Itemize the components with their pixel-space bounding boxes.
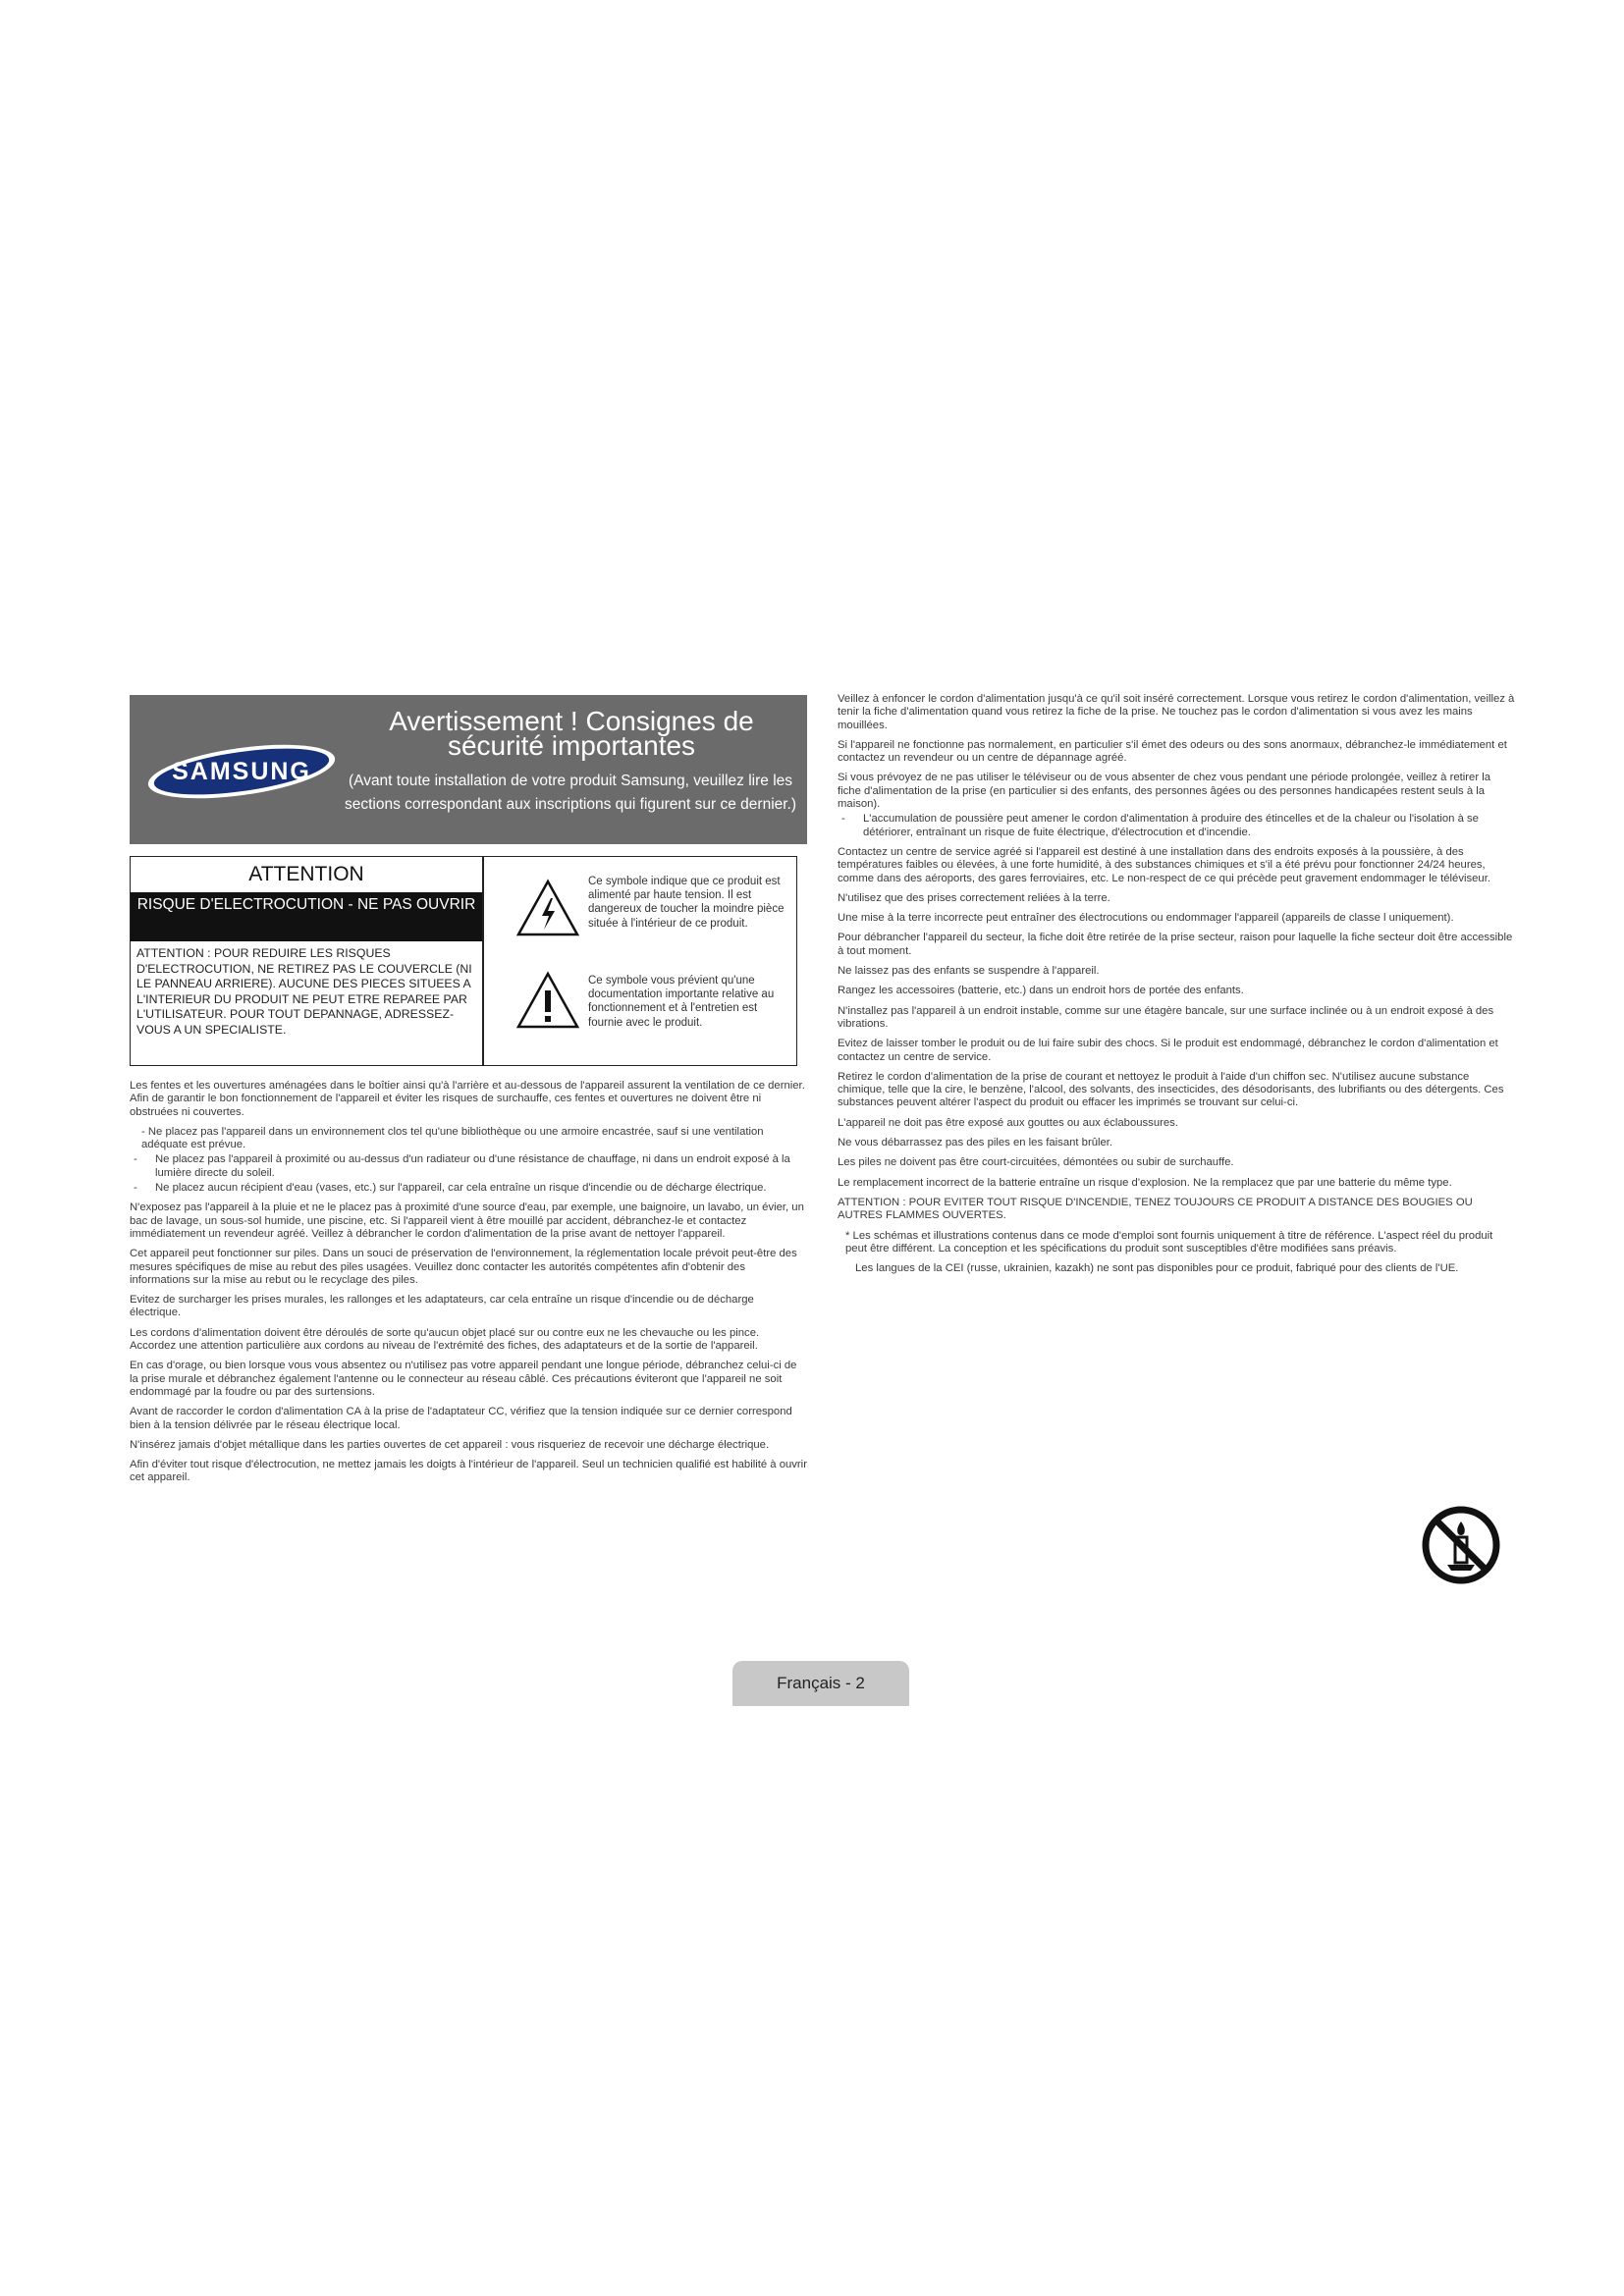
list-dash: - <box>841 813 845 826</box>
attention-box <box>130 856 483 1066</box>
banner-title-line1: Avertissement ! Consignes de <box>389 706 754 736</box>
paragraph: Rangez les accessoires (batterie, etc.) dans un endroit hors de portée des enfants. <box>838 985 1244 997</box>
left-column <box>130 1080 807 1492</box>
paragraph: Afin d'éviter tout risque d'électrocution, ne mettez jamais les doigts à l'intérieur de l'appareil. Seul un technicien qualifié est habilité à ouvrir cet appareil. <box>130 1459 807 1484</box>
banner-subtitle: (Avant toute installation de votre produit Samsung, veuillez lire les sections correspondant aux inscriptions qui figurent sur ce dernier.) <box>344 773 797 813</box>
attention-title: ATTENTION <box>248 863 364 885</box>
exclamation-symbol-text: Ce symbole vous prévient qu'une documentation importante relative au fonctionnement et à l'entretien est fournie avec le produit. <box>588 975 775 1029</box>
paragraph: Les piles ne doivent pas être court-circuitées, démontées ou subir de surchauffe. <box>838 1156 1234 1169</box>
list-item-text: Ne placez aucun récipient d'eau (vases, etc.) sur l'appareil, car cela entraîne un risque d'incendie ou de décharge électrique. <box>155 1182 767 1195</box>
paragraph: Evitez de surcharger les prises murales, les rallonges et les adaptateurs, car cela entraîne un risque d'incendie ou de décharge électrique. <box>130 1294 754 1319</box>
list-dash: - <box>134 1182 137 1195</box>
list-item <box>838 813 1515 839</box>
warning-banner <box>130 695 807 844</box>
paragraph: ATTENTION : POUR EVITER TOUT RISQUE D'INCENDIE, TENEZ TOUJOURS CE PRODUIT A DISTANCE DES BOUGIES OU AUTRES FLAMMES OUVERTES. <box>838 1196 1473 1222</box>
paragraph: Le remplacement incorrect de la batterie entraîne un risque d'explosion. Ne la remplacez que par une batterie du même type. <box>838 1176 1452 1189</box>
paragraph: Retirez le cordon d'alimentation de la prise de courant et nettoyez le produit à l'aide d'un chiffon sec. N'utilisez aucune substance chimique, telle que la cire, le benzène, l'alcool, des solvants, des insecticides, des désodorisants, des lubrifiants ou des détergents. Ces substances peuvent altérer l'aspect du produit ou effacer les imprimés se trouvant sur celui-ci. <box>838 1070 1504 1109</box>
paragraph: Cet appareil peut fonctionner sur piles. Dans un souci de préservation de l'environnement, la réglementation locale prévoit peut-être des mesures spécifiques de mise au rebut des piles usagées. Veuillez donc contacter les autorités compétentes afin d'obtenir des informations sur la mise au rebut ou le recyclage des piles. <box>130 1248 797 1286</box>
paragraph: Si l'appareil ne fonctionne pas normalement, en particulier s'il émet des odeurs ou des sons anormaux, débranchez-le immédiatement et contactez un revendeur ou un centre de dépannage agréé. <box>838 738 1507 765</box>
page-number-tab: Français - 2 <box>732 1661 909 1706</box>
paragraph: Ne laissez pas des enfants se suspendre à l'appareil. <box>838 965 1100 978</box>
paragraph: Contactez un centre de service agréé si l'appareil est destiné à une installation dans des endroits exposés à la poussière, à des températures faibles ou élevées, à une forte humidité, à des substances chimiques et s'il a été prévu pour fonctionner 24/24 heures, comme dans des aéroports, des gares ferroviaires, etc. Le non-respect de ce qui précède peut gravement endommager le téléviseur. <box>838 845 1490 884</box>
lightning-triangle-icon <box>515 879 580 937</box>
paragraph: Avant de raccorder le cordon d'alimentation CA à la prise de l'adaptateur CC, vérifiez que la tension indiquée sur ce dernier correspond bien à la tension délivrée par le réseau électrique local. <box>130 1406 792 1431</box>
paragraph: Pour débrancher l'appareil du secteur, la fiche doit être retirée de la prise secteur, raison pour laquelle la fiche secteur doit être accessible à tout moment. <box>838 932 1513 957</box>
paragraph: Une mise à la terre incorrecte peut entraîner des électrocutions ou endommager l'appareil (appareils de classe l uniquement). <box>838 912 1454 925</box>
paragraph: N'installez pas l'appareil à un endroit instable, comme sur une étagère bancale, sur une surface inclinée ou à un endroit exposé à des vibrations. <box>838 1004 1494 1030</box>
logo-text: SAMSUNG <box>172 758 311 785</box>
paragraph: Veillez à enfoncer le cordon d'alimentation jusqu'à ce qu'il soit inséré correctement. Lorsque vous retirez le cordon d'alimentation, veillez à tenir la fiche d'alimentation quand vous retirez la fiche de la prise. Ne touchez pas le cordon d'alimentation si vous avez les mains mouillées. <box>838 693 1515 731</box>
attention-body: ATTENTION : POUR REDUIRE LES RISQUES D'ELECTROCUTION, NE RETIREZ PAS LE COUVERCLE (NI LE PANNEAU ARRIERE). AUCUNE DES PIECES SITUEES A L'INTERIEUR DU PRODUIT NE PEUT ETRE REPAREE PAR L'UTILISATEUR. POUR TOUT DEPANNAGE, ADRESSEZ-VOUS A UN SPECIALISTE. <box>136 946 472 1037</box>
note-paragraph: * Les schémas et illustrations contenus dans ce mode d'emploi sont fournis uniquement à titre de référence. L'aspect réel du produit peut être différent. La conception et les spécifications du produit sont susceptibles d'être modifiées sans préavis. <box>845 1229 1493 1255</box>
paragraph: Si vous prévoyez de ne pas utiliser le téléviseur ou de vous absenter de chez vous pendant une période prolongée, veillez à retirer la fiche d'alimentation de la prise (en particulier si des enfants, des personnes âgées ou des personnes handicapées restent seuls à la maison). <box>838 772 1491 811</box>
exclamation-triangle-icon <box>515 971 580 1030</box>
list-item-text: L'accumulation de poussière peut amener le cordon d'alimentation à produire des étincelles et de la chaleur ou l'isolation à se détériorer, entraînant un risque de fuite électrique, d'électrocution et d'incendie. <box>863 813 1479 838</box>
paragraph: Les cordons d'alimentation doivent être déroulés de sorte qu'aucun objet placé sur ou contre eux ne les chevauche ou les pince. Accordez une attention particulière aux cordons au niveau de l'extrémité des fiches, des adaptateurs et de la sortie de l'appareil. <box>130 1326 760 1353</box>
list-item <box>130 1182 807 1195</box>
paragraph: N'utilisez que des prises correctement reliées à la terre. <box>838 891 1110 904</box>
samsung-logo <box>143 740 340 803</box>
symbols-box <box>483 856 797 1066</box>
banner-title-line2: sécurité importantes <box>447 730 696 761</box>
paragraph: N'insérez jamais d'objet métallique dans les parties ouvertes de cet appareil : vous risqueriez de recevoir une décharge électrique. <box>130 1438 770 1451</box>
list-item-text: Ne placez pas l'appareil à proximité ou au-dessus d'un radiateur ou d'une résistance de chauffage, ni dans un endroit exposé à la lumière directe du soleil. <box>155 1153 790 1179</box>
note-paragraph: Les langues de la CEI (russe, ukrainien, kazakh) ne sont pas disponibles pour ce produit, fabriqué pour des clients de l'UE. <box>855 1262 1459 1275</box>
list-item <box>130 1153 807 1180</box>
paragraph: Les fentes et les ouvertures aménagées dans le boîtier ainsi qu'à l'arrière et au-dessous de l'appareil assurent la ventilation de ce dernier. Afin de garantir le bon fonctionnement de l'appareil et éviter les risques de surchauffe, ces fentes et ouvertures ne doivent être ni obstruées ni couvertes. <box>130 1080 805 1118</box>
lightning-symbol-text: Ce symbole indique que ce produit est alimenté par haute tension. Il est dangereux de toucher la moindre pièce située à l'intérieur de ce produit. <box>588 876 785 930</box>
paragraph: Evitez de laisser tomber le produit ou de lui faire subir des chocs. Si le produit est endommagé, débranchez le cordon d'alimentation et contactez un centre de service. <box>838 1038 1498 1063</box>
right-column <box>838 693 1515 1282</box>
attention-risk-banner: RISQUE D'ELECTROCUTION - NE PAS OUVRIR <box>131 892 482 941</box>
no-candle-icon <box>1420 1504 1502 1586</box>
list-dash: - <box>134 1153 137 1166</box>
banner-title <box>346 706 797 761</box>
paragraph: En cas d'orage, ou bien lorsque vous vous absentez ou n'utilisez pas votre appareil pendant une longue période, débranchez celui-ci de la prise murale et débranchez également l'antenne ou le connecteur au réseau câblé. Ces précautions éviteront que l'appareil ne soit endommagé par la foudre ou par des surtensions. <box>130 1360 797 1398</box>
paragraph: Ne vous débarrassez pas des piles en les faisant brûler. <box>838 1137 1113 1149</box>
list-item: - Ne placez pas l'appareil dans un environnement clos tel qu'une bibliothèque ou une armoire encastrée, sauf si une ventilation adéquate est prévue. <box>141 1125 764 1151</box>
paragraph: N'exposez pas l'appareil à la pluie et ne le placez pas à proximité d'une source d'eau, par exemple, une baignoire, un lavabo, un évier, un bac de lavage, un sous-sol humide, une piscine, etc. Si l'appareil vient à être mouillé par accident, débranchez-le et contactez immédiatement un revendeur agréé. Veillez à débrancher le cordon d'alimentation de la prise avant de nettoyer l'appareil. <box>130 1201 804 1240</box>
paragraph: L'appareil ne doit pas être exposé aux gouttes ou aux éclaboussures. <box>838 1116 1178 1129</box>
